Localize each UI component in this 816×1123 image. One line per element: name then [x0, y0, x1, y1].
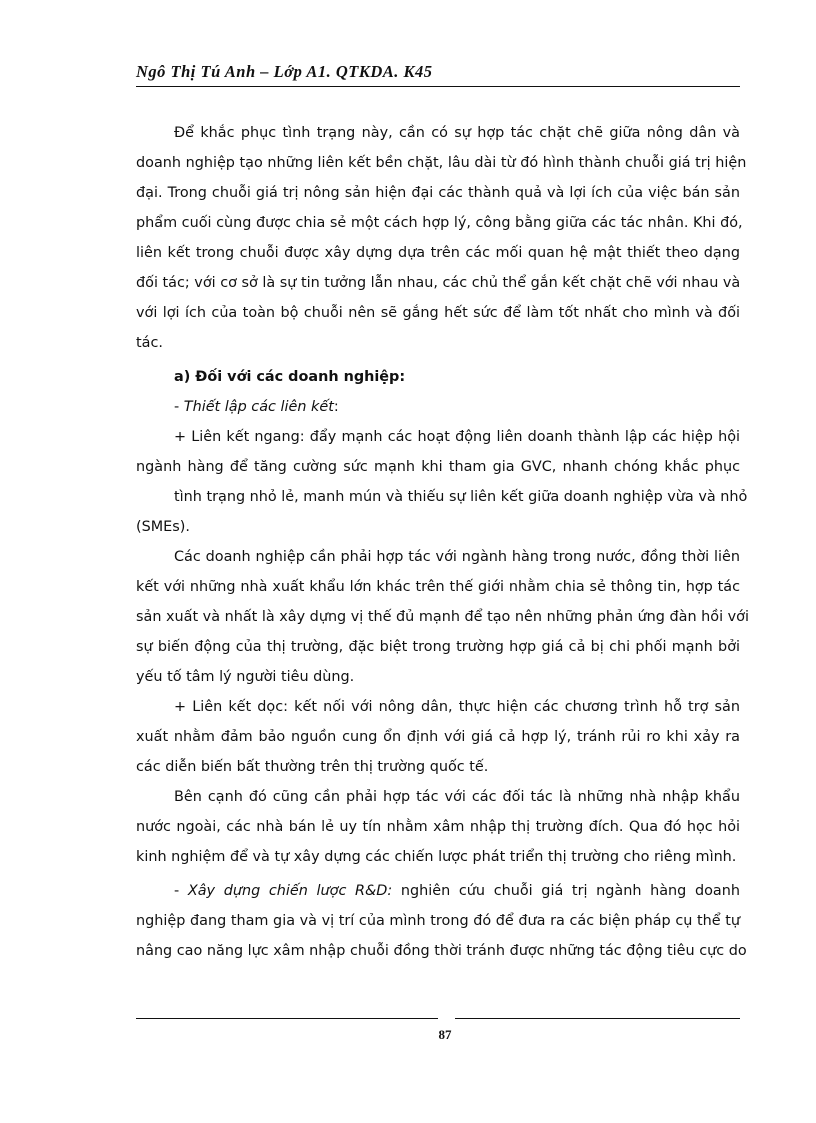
para6-prefix: - [174, 883, 188, 899]
sub1-prefix: - [174, 399, 184, 415]
sub1-label: Thiết lập các liên kết [183, 399, 334, 415]
para2-line: ngành hàng để tăng cường sức mạnh khi tham gia GVC, nhanh chóng khắc phục [136, 459, 740, 475]
section-heading: a) Đối với các doanh nghiệp: [174, 369, 406, 385]
para6-line: nghiệp đang tham gia và vị trí của mình trong đó để đưa ra các biện pháp cụ thể tự [136, 913, 740, 929]
para6-line: nâng cao năng lực xâm nhập chuỗi đồng thời tránh được những tác động tiêu cực do [136, 943, 747, 959]
para4-line: + Liên kết dọc: kết nối với nông dân, thực hiện các chương trình hỗ trợ sản [174, 699, 740, 715]
para1-line: với lợi ích của toàn bộ chuỗi nên sẽ gắng hết sức để làm tốt nhất cho mình và đối [136, 305, 740, 321]
para6-label: Xây dựng chiến lược R&D: [187, 883, 393, 899]
para4-line: xuất nhằm đảm bảo nguồn cung ổn định với giá cả hợp lý, tránh rủi ro khi xảy ra [136, 729, 740, 745]
footer-rule-right [455, 1018, 740, 1019]
para1-line: liên kết trong chuỗi được xây dựng dựa trên các mối quan hệ mật thiết theo dạng [136, 245, 740, 261]
para2-line: tình trạng nhỏ lẻ, manh mún và thiếu sự liên kết giữa doanh nghiệp vừa và nhỏ [174, 489, 748, 505]
sub-heading-links [136, 392, 740, 422]
para3-line: Các doanh nghiệp cần phải hợp tác với ngành hàng trong nước, đồng thời liên [174, 549, 740, 565]
para3-line: sự biến động của thị trường, đặc biệt trong trường hợp giá cả bị chi phối mạnh bởi [136, 639, 740, 655]
para5-line: Bên cạnh đó cũng cần phải hợp tác với các đối tác là những nhà nhập khẩu [174, 789, 740, 805]
running-header: Ngô Thị Tú Anh – Lớp A1. QTKDA. K45 [136, 62, 433, 81]
para5-line: nước ngoài, các nhà bán lẻ uy tín nhằm xâm nhập thị trường đích. Qua đó học hỏi [136, 819, 740, 835]
header-rule [136, 86, 740, 87]
para3-line: kết với những nhà xuất khẩu lớn khác trên thế giới nhằm chia sẻ thông tin, hợp tác [136, 579, 740, 595]
footer-rule-left [136, 1018, 438, 1019]
para1-line: Để khắc phục tình trạng này, cần có sự hợp tác chặt chẽ giữa nông dân và [174, 125, 740, 141]
para6-first-rest: nghiên cứu chuỗi giá trị ngành hàng doanh [392, 883, 740, 899]
para1-line: phẩm cuối cùng được chia sẻ một cách hợp lý, công bằng giữa các tác nhân. Khi đó, [136, 215, 743, 231]
para1-line: tác. [136, 335, 163, 351]
para2-line: (SMEs). [136, 519, 190, 535]
para3-line: yếu tố tâm lý người tiêu dùng. [136, 669, 355, 685]
para2-line: + Liên kết ngang: đẩy mạnh các hoạt động liên doanh thành lập các hiệp hội [174, 429, 740, 445]
para1-line: đối tác; với cơ sở là sự tin tưởng lẫn nhau, các chủ thể gắn kết chặt chẽ với nhau và [136, 275, 741, 291]
para3-line: sản xuất và nhất là xây dựng vị thế đủ mạnh để tạo nên những phản ứng đàn hồi với [136, 609, 749, 625]
page-number: 87 [438, 1027, 452, 1042]
sub1-suffix: : [333, 399, 339, 415]
para5-line: kinh nghiệm để và tự xây dựng các chiến lược phát triển thị trường cho riêng mình. [136, 849, 737, 865]
para1-line: doanh nghiệp tạo những liên kết bền chặt, lâu dài từ đó hình thành chuỗi giá trị hiện [136, 155, 747, 171]
para6-first-line [136, 876, 740, 906]
para1-line: đại. Trong chuỗi giá trị nông sản hiện đại các thành quả và lợi ích của việc bán sản [136, 185, 740, 201]
para4-line: các diễn biến bất thường trên thị trường quốc tế. [136, 759, 489, 775]
document-body [136, 118, 749, 966]
